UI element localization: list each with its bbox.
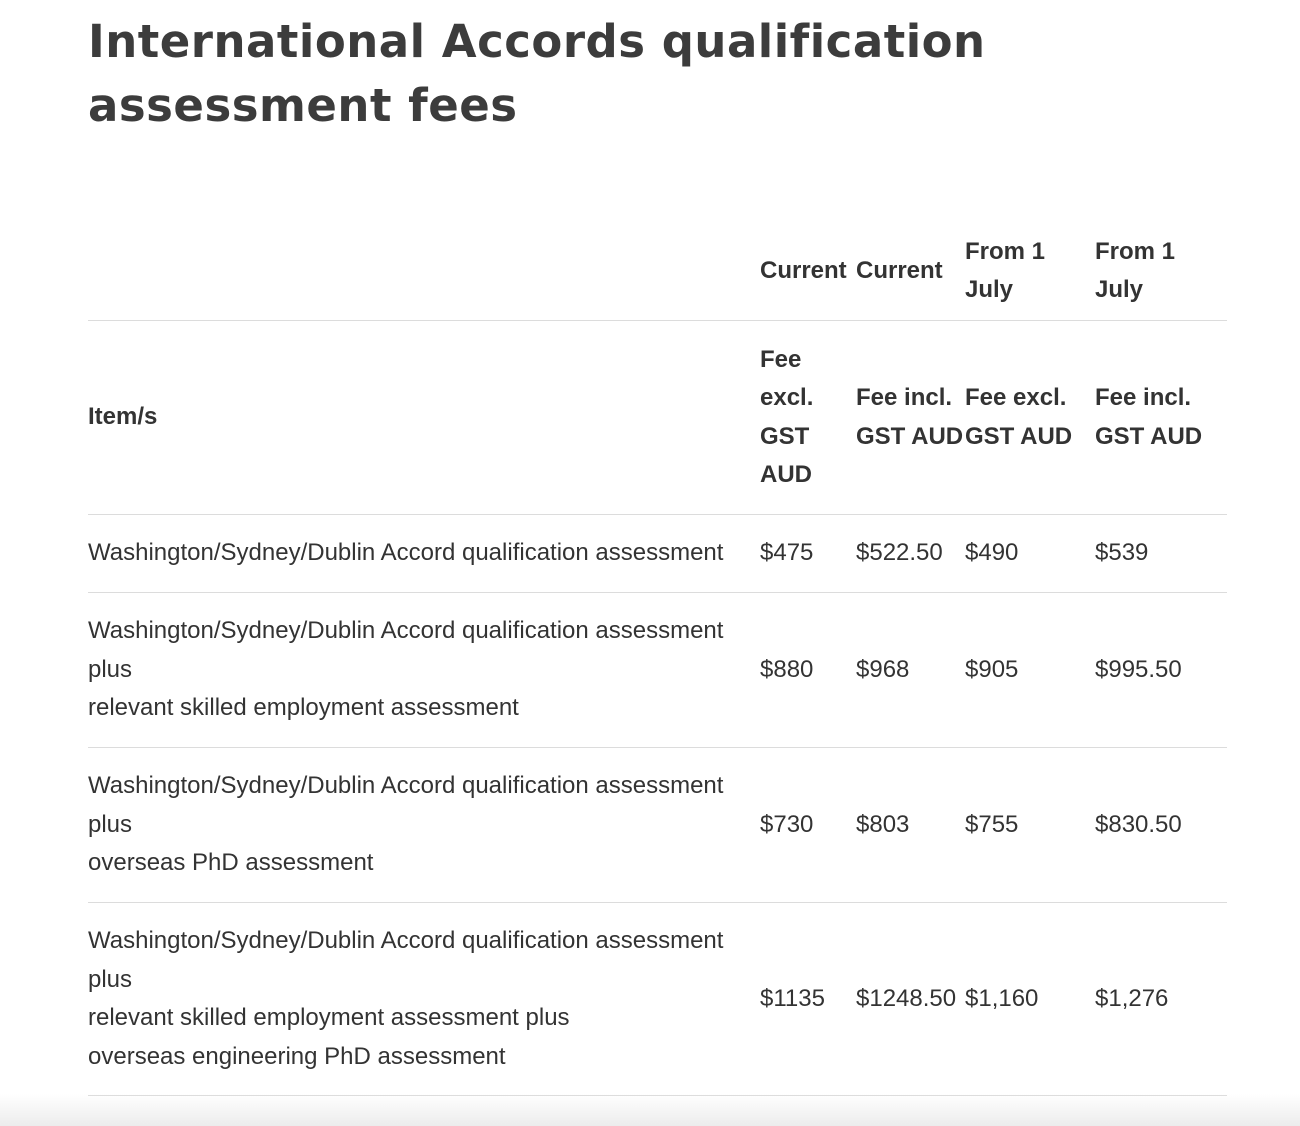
header-cell-july-fee-incl-gst: Fee incl. GST AUD (1095, 321, 1227, 515)
current-excl-gst-cell: $475 (760, 515, 856, 593)
table-row (88, 903, 1227, 1096)
item-cell: Washington/Sydney/Dublin Accord qualification assessment plus relevant skilled employment assessment plus overseas engineering PhD assessment (88, 903, 760, 1096)
table-row (88, 593, 1227, 748)
table-header-row-period (88, 222, 1227, 321)
item-cell: Washington/Sydney/Dublin Accord qualification assessment plus relevant skilled employment assessment (88, 593, 760, 748)
header-cell-from-july: From 1 July (1095, 222, 1227, 321)
july-excl-gst-cell: $755 (965, 748, 1095, 903)
table-row (88, 515, 1227, 593)
july-incl-gst-cell: $1,276 (1095, 903, 1227, 1096)
header-cell-from-july: From 1 July (965, 222, 1095, 321)
header-cell-current: Current (760, 222, 856, 321)
header-cell-items: Item/s (88, 321, 760, 515)
current-incl-gst-cell: $968 (856, 593, 965, 748)
header-cell-current-fee-incl-gst: Fee incl. GST AUD (856, 321, 965, 515)
current-excl-gst-cell: $730 (760, 748, 856, 903)
fees-table (88, 222, 1227, 1096)
table-header-row-columns (88, 321, 1227, 515)
july-excl-gst-cell: $490 (965, 515, 1095, 593)
header-cell-empty (88, 222, 760, 321)
july-excl-gst-cell: $1,160 (965, 903, 1095, 1096)
table-body (88, 515, 1227, 1096)
current-excl-gst-cell: $880 (760, 593, 856, 748)
bottom-fade (0, 1094, 1300, 1126)
header-cell-current-fee-excl-gst: Fee excl. GST AUD (760, 321, 856, 515)
july-incl-gst-cell: $830.50 (1095, 748, 1227, 903)
header-cell-current: Current (856, 222, 965, 321)
header-cell-july-fee-excl-gst: Fee excl. GST AUD (965, 321, 1095, 515)
table-head (88, 222, 1227, 515)
table-row (88, 748, 1227, 903)
item-cell: Washington/Sydney/Dublin Accord qualification assessment (88, 515, 760, 593)
current-excl-gst-cell: $1135 (760, 903, 856, 1096)
current-incl-gst-cell: $1248.50 (856, 903, 965, 1096)
july-excl-gst-cell: $905 (965, 593, 1095, 748)
july-incl-gst-cell: $539 (1095, 515, 1227, 593)
current-incl-gst-cell: $522.50 (856, 515, 965, 593)
page-title: International Accords qualification assessment fees (88, 15, 986, 132)
item-cell: Washington/Sydney/Dublin Accord qualification assessment plus overseas PhD assessment (88, 748, 760, 903)
july-incl-gst-cell: $995.50 (1095, 593, 1227, 748)
current-incl-gst-cell: $803 (856, 748, 965, 903)
